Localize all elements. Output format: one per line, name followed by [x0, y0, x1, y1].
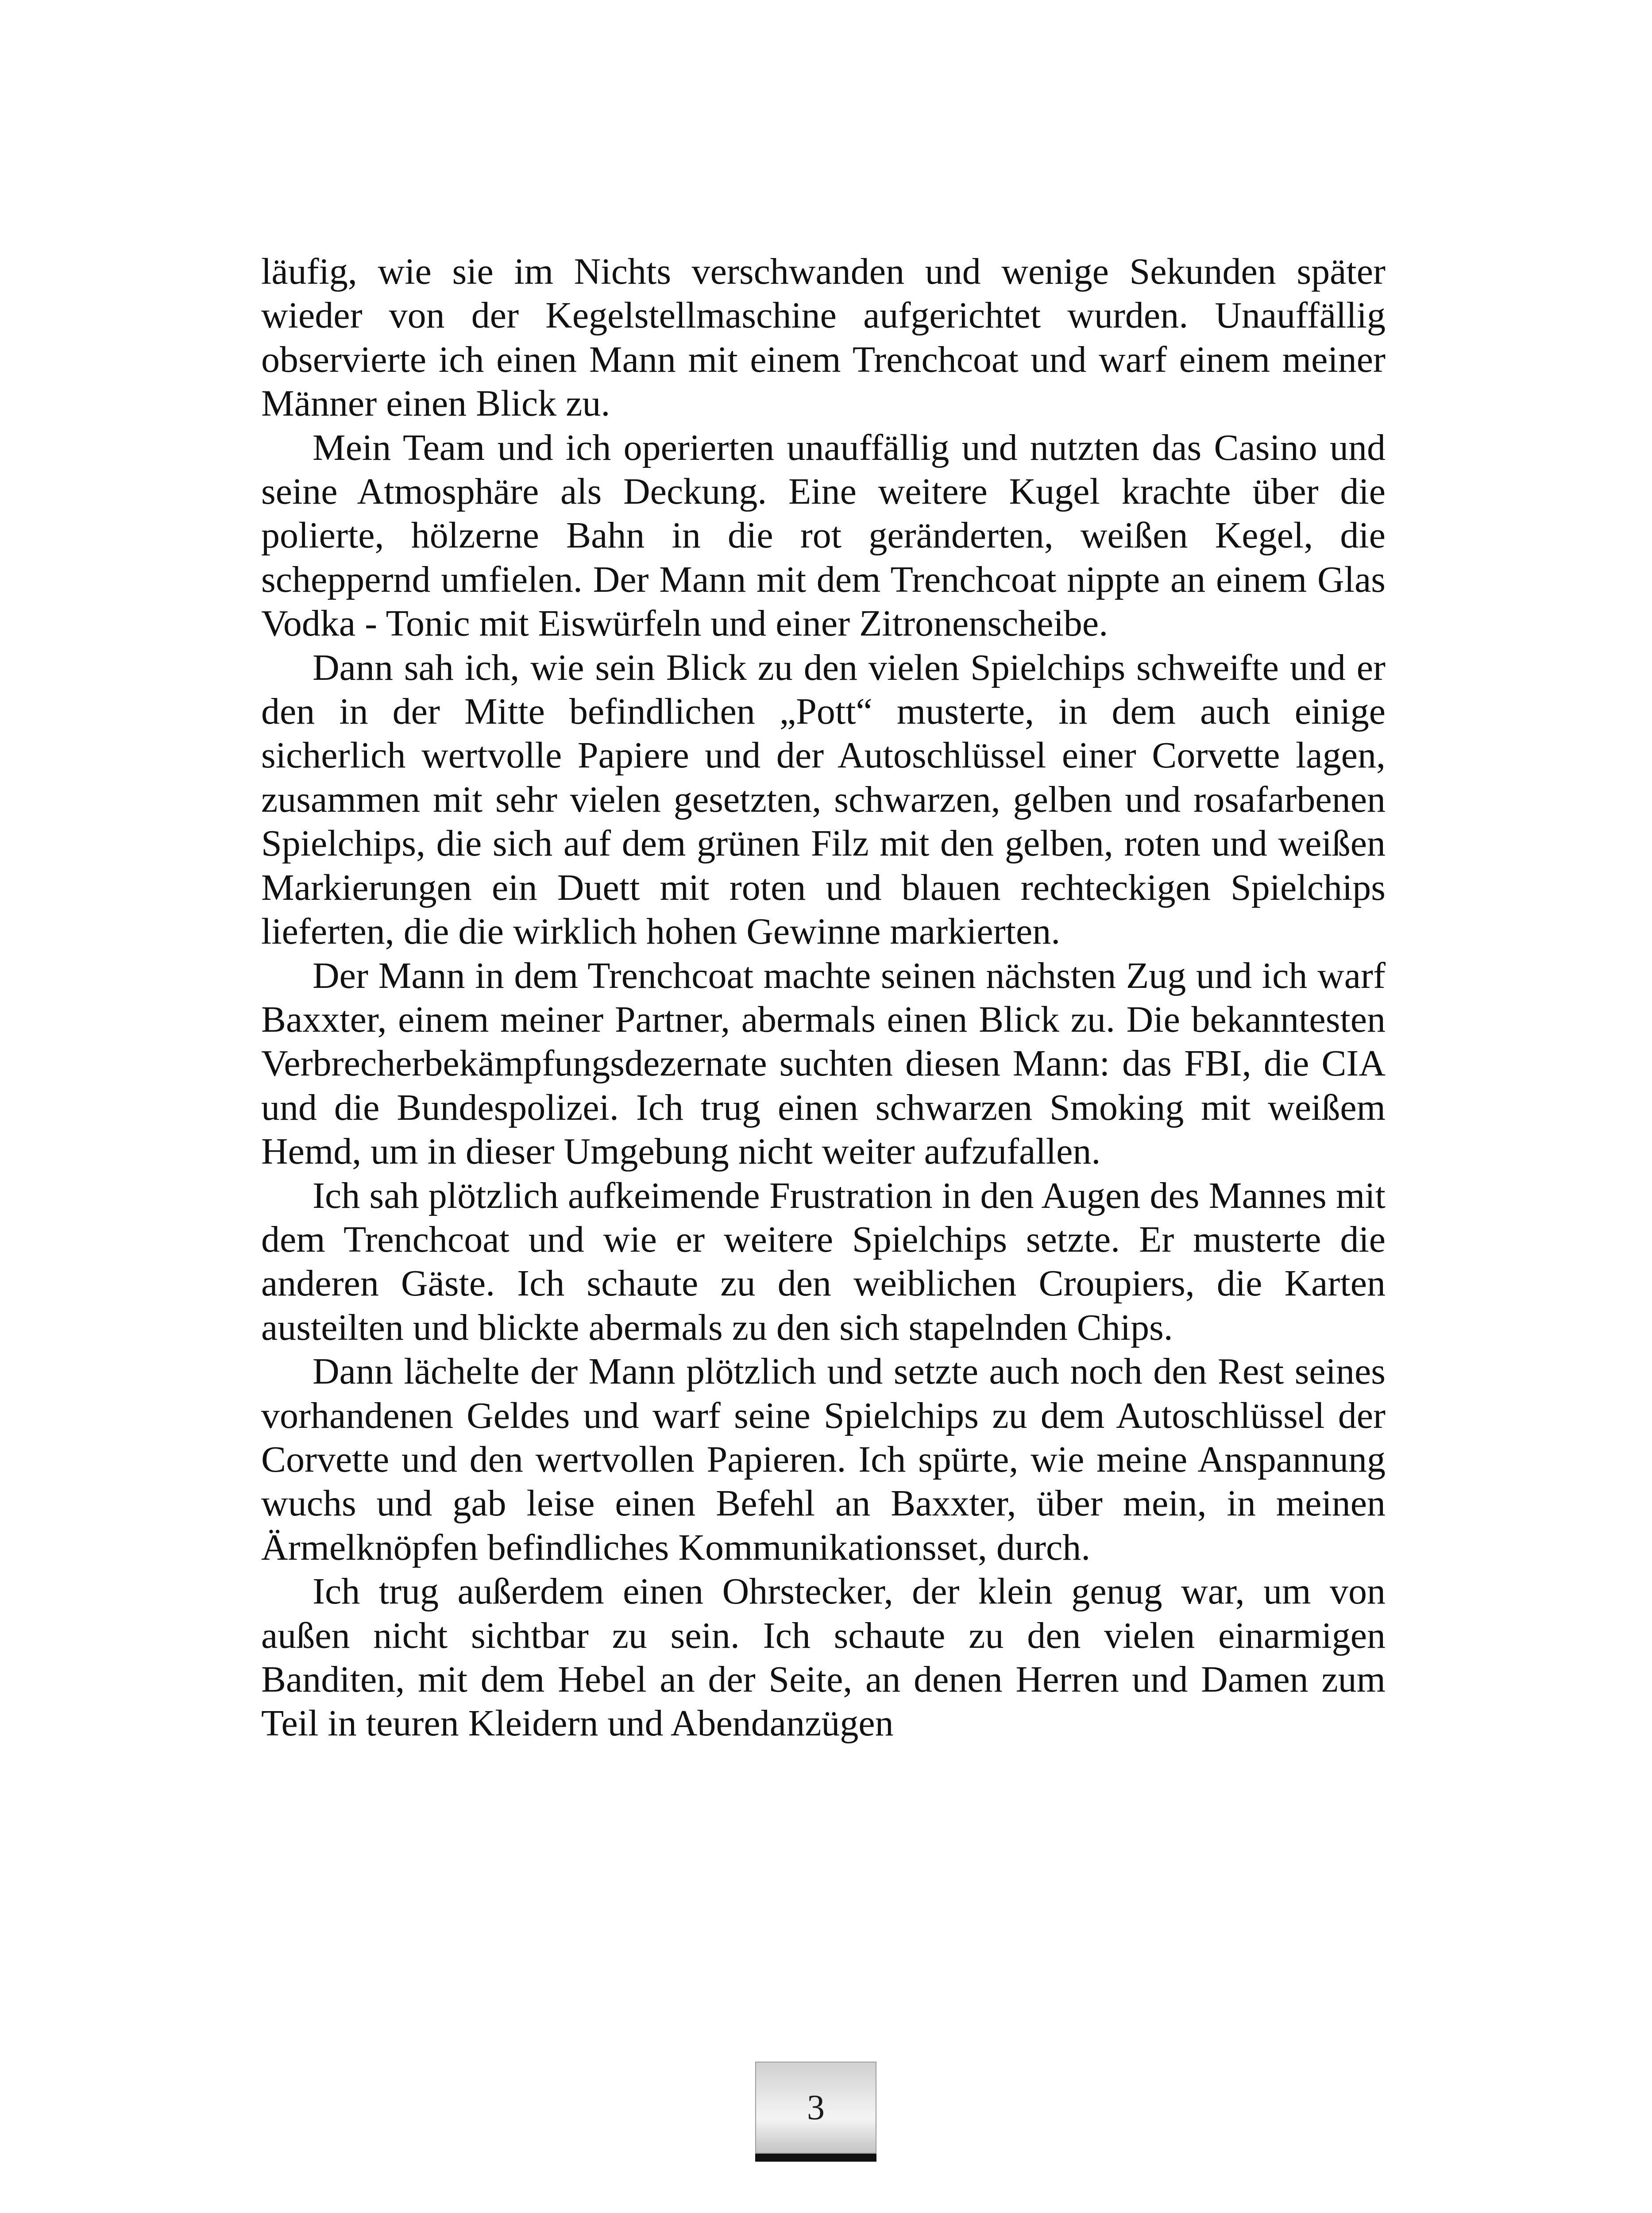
body-text: [261, 250, 1386, 1746]
paragraph-5: Ich sah plötzlich aufkeimende Frustration in den Augen des Mannes mit dem Trenchcoat und wie er weitere Spielchips setzte. Er musterte die anderen Gäste. Ich schaute zu den weiblichen Croupiers, die Karten austeilten und blickte abermals zu den sich stapelnden Chips.: [261, 1175, 1386, 1348]
paragraph-3: Dann sah ich, wie sein Blick zu den vielen Spielchips schweifte und er den in der Mitte befindlichen „Pott“ musterte, in dem auch einige sicherlich wertvolle Papiere und der Autoschlüssel einer Corvette lagen, zusammen mit sehr vielen gesetzten, schwarzen, gelben und rosafarbenen Spielchips, die sich auf dem grünen Filz mit den gelben, roten und weißen Markierungen ein Duett mit roten und blauen rechteckigen Spielchips lieferten, die die wirklich hohen Gewinne markierten.: [261, 647, 1386, 952]
paragraph-7: Ich trug außerdem einen Ohrstecker, der klein genug war, um von außen nicht sichtbar zu sein. Ich schaute zu den vielen einarmigen Banditen, mit dem Hebel an der Seite, an denen Herren und Damen zum Teil in teuren Kleidern und Abendanzügen: [261, 1571, 1386, 1744]
page-number-box: [755, 2062, 876, 2154]
paragraph-6: Dann lächelte der Mann plötzlich und setzte auch noch den Rest seines vorhandenen Geldes und warf seine Spielchips zu dem Autoschlüssel der Corvette und den wertvollen Papieren. Ich spürte, wie meine Anspannung wuchs und gab leise einen Befehl an Baxxter, über mein, in meinen Ärmelknöpfen befindliches Kommunikationsset, durch.: [261, 1351, 1386, 1568]
paragraph-1: läufig, wie sie im Nichts verschwanden und wenige Sekunden später wieder von der Kegelstellmaschine aufgerichtet wurden. Unauffällig observierte ich einen Mann mit einem Trenchcoat und warf einem meiner Männer einen Blick zu.: [261, 251, 1386, 424]
page-number: 3: [807, 2088, 825, 2127]
paragraph-2: Mein Team und ich operierten unauffällig und nutzten das Casino und seine Atmosphäre als Deckung. Eine weitere Kugel krachte über die polierte, hölzerne Bahn in die rot geränderten, weißen Kegel, die scheppernd umfielen. Der Mann mit dem Trenchcoat nippte an einem Glas Vodka - Tonic mit Eiswürfeln und einer Zitronenscheibe.: [261, 427, 1386, 644]
paragraph-4: Der Mann in dem Trenchcoat machte seinen nächsten Zug und ich warf Baxxter, einem meiner Partner, abermals einen Blick zu. Die bekanntesten Verbrecherbekämpfungsdezernate suchten diesen Mann: das FBI, die CIA und die Bundespolizei. Ich trug einen schwarzen Smoking mit weißem Hemd, um in dieser Umgebung nicht weiter aufzufallen.: [261, 955, 1386, 1172]
